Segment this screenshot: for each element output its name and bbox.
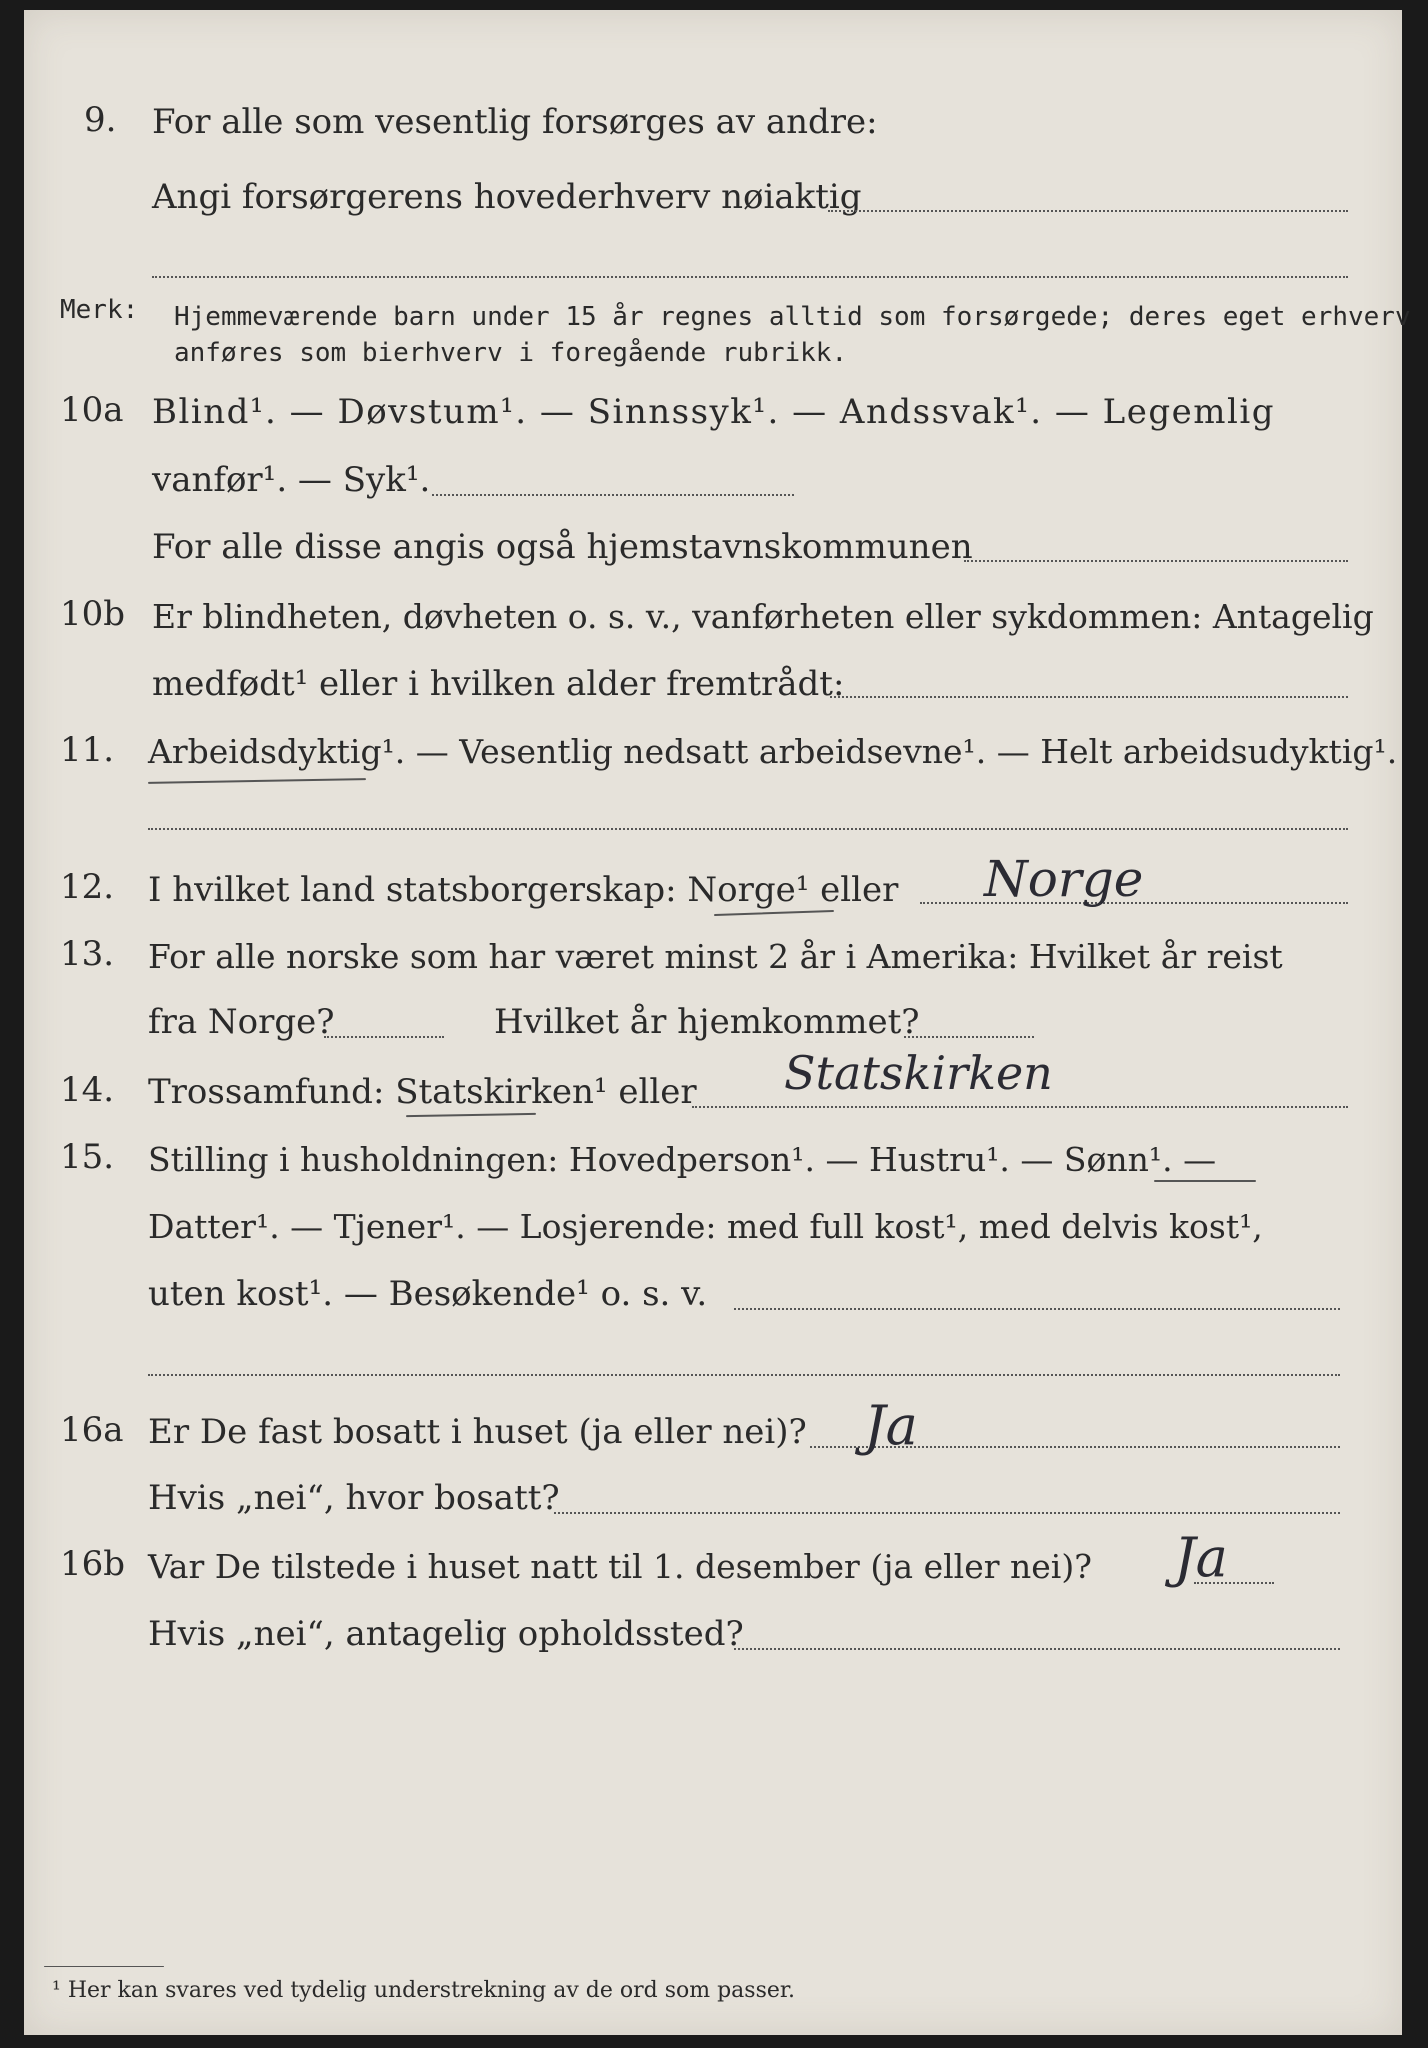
q13-returned-line [904,1036,1034,1038]
q13-returned-label: Hvilket år hjemkommet? [494,1002,920,1042]
q16a-followup: Hvis „nei“, hvor bosatt? [148,1478,560,1518]
q16a-question: Er De fast bosatt i huset (ja eller nei)? [148,1412,807,1452]
q12-handwritten-answer: Norge [984,850,1144,908]
q10b-question-2: medfødt¹ eller i hvilken alder fremtrådt: [152,664,845,704]
q14-handwritten-answer: Statskirken [784,1046,1053,1100]
q13-number: 13. [60,934,115,974]
merk-text-line1: Hjemmeværende barn under 15 år regnes alltid som forsørgede; deres eget erhverv [174,302,1411,332]
q15-options: Stilling i husholdningen: Hovedperson¹. — Hustru¹. — Sønn¹. — [148,1140,1217,1179]
q16a-followup-line [554,1512,1340,1514]
q11-number: 11. [60,730,115,770]
census-form-page [24,10,1411,2035]
q16b-followup-line [734,1648,1340,1650]
q16b-number: 16b [60,1544,126,1584]
q15-underline-sonn [1154,1180,1256,1182]
q16b-followup: Hvis „nei“, antagelig opholdssted? [148,1614,744,1654]
q10a-options-2: vanfør¹. — Syk¹. [152,460,431,500]
q9-answer-line [828,210,1348,212]
q10a-options: Blind¹. — Døvstum¹. — Sinnssyk¹. — Andssvak¹. — Legemlig [152,392,1275,432]
q12-question: I hvilket land statsborgerskap: Norge¹ eller [148,870,899,910]
q15-number: 15. [60,1137,115,1177]
q9-question: For alle som vesentlig forsørges av andre: [152,102,878,142]
q10b-number: 10b [60,594,126,634]
q10b-answer-line [830,696,1348,698]
q11-options: Arbeidsdyktig¹. — Vesentlig nedsatt arbeidsevne¹. — Helt arbeidsudyktig¹. [148,732,1398,771]
q9-instruction: Angi forsørgerens hovederhverv nøiaktig [152,177,862,217]
q12-number: 12. [60,867,115,907]
q14-answer-line [692,1106,1348,1108]
q13-question: For alle norske som har været minst 2 år i Amerika: Hvilket år reist [148,937,1283,976]
q10a-number: 10a [60,390,124,430]
q15-answer-line [734,1308,1340,1310]
q16b-handwritten-answer: Ja [1174,1526,1228,1589]
merk-text-line2: anføres som bierhverv i foregående rubrikk. [174,338,848,368]
q11-underline-arbeidsdyktig [148,778,366,784]
q13-departed-label: fra Norge? [148,1002,335,1042]
footnote: ¹ Her kan svares ved tydelig understrekning av de ord som passer. [52,1978,795,2003]
q16a-handwritten-answer: Ja [864,1394,918,1457]
q10b-question: Er blindheten, døvheten o. s. v., vanførheten eller sykdommen: Antagelig [152,597,1374,636]
q13-departed-line [324,1036,444,1038]
q9-answer-line-2 [152,276,1348,278]
footnote-rule [44,1966,164,1967]
q16b-question: Var De tilstede i huset natt til 1. desember (ja eller nei)? [148,1547,1092,1586]
q11-answer-line [148,828,1348,830]
merk-label: Merk: [60,295,139,325]
q15-options-3: uten kost¹. — Besøkende¹ o. s. v. [148,1274,708,1314]
q10a-hometown-line [964,560,1348,562]
q10a-instruction: For alle disse angis også hjemstavnskommunen [152,527,973,567]
q16a-number: 16a [60,1410,124,1450]
q9-number: 9. [84,100,117,140]
q15-answer-line-2 [148,1374,1340,1376]
q14-number: 14. [60,1070,115,1110]
q10a-answer-line [432,494,794,496]
q15-options-2: Datter¹. — Tjener¹. — Losjerende: med full kost¹, med delvis kost¹, [148,1207,1263,1246]
q14-question: Trossamfund: Statskirken¹ eller [148,1072,697,1112]
